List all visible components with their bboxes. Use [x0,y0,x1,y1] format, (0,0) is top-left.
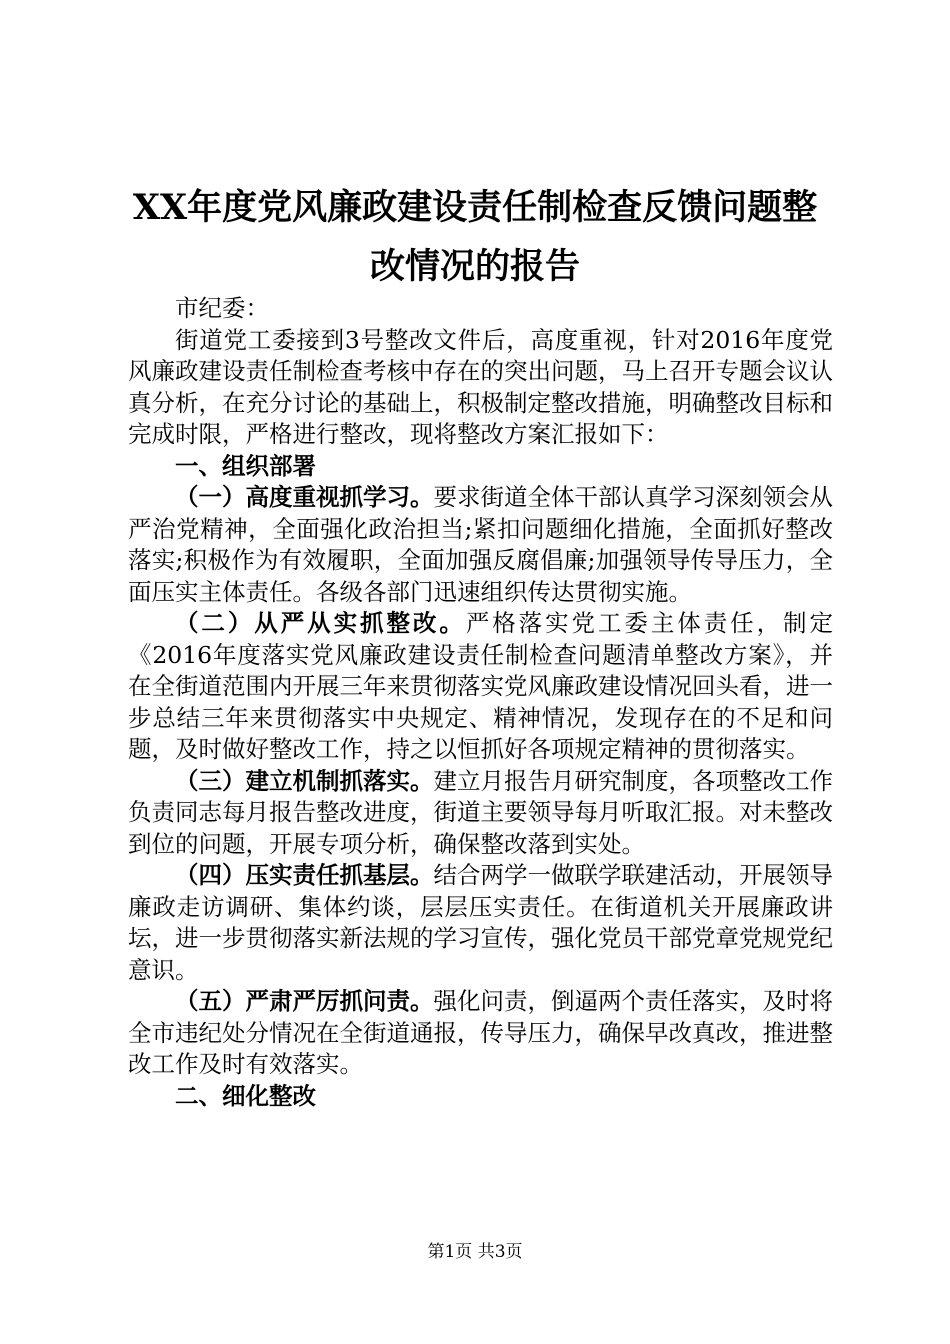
item-paragraph-5 [128,986,833,1081]
document-title-line-1: XX年度党风廉政建设责任制检查反馈问题整 [132,187,818,228]
item-lead-5: （五）严肃严厉抓问责。 [175,987,434,1015]
item-lead-2: （二）从严从实抓整改。 [175,609,466,637]
item-paragraph-2 [128,608,833,766]
item-text-3: 建立月报告月研究制度，各项整改工作负责同志每月报告整改进度，街道主要领导每月听取汇报。对未整改到位的问题，开展专项分析，确保整改落到实处。 [128,766,833,858]
item-text-5: 强化问责，倒逼两个责任落实，及时将全市违纪处分情况在全街道通报，传导压力，确保早改真改，推进整改工作及时有效落实。 [128,987,833,1078]
item-text-1: 要求街道全体干部认真学习深刻领会从严治党精神，全面强化政治担当;紧扣问题细化措施，全面抓好整改落实;积极作为有效履职，全面加强反腐倡廉;加强领导传导压力，全面压实主体责任。各级各部门迅速组织传达贯彻实施。 [128,483,833,606]
document-title-line-2: 改情况的报告 [369,246,580,287]
item-text-2: 严格落实党工委主体责任，制定《2016年度落实党风廉政建设责任制检查问题清单整改方案》，并在全街道范围内开展三年来贯彻落实党风廉政建设情况回头看，进一步总结三年来贯彻落实中央规定、精神情况，发现存在的不足和问题，及时做好整改工作，持之以恒抓好各项规定精神的贯彻落实。 [128,609,833,763]
item-paragraph-3 [128,766,833,861]
intro-paragraph: 街道党工委接到3号整改文件后，高度重视，针对2016年度党风廉政建设责任制检查考核中存在的突出问题，马上召开专题会议认真分析，在充分讨论的基础上，积极制定整改措施，明确整改目标和完成时限，严格进行整改，现将整改方案汇报如下： [128,325,833,448]
section-heading-1: 一、组织部署 [175,451,316,480]
item-paragraph-4 [128,860,833,986]
item-lead-4: （四）压实责任抓基层。 [175,861,434,889]
section-heading-2: 二、细化整改 [175,1081,316,1110]
item-text-4: 结合两学一做联学联建活动，开展领导廉政走访调研、集体约谈，层层压实责任。在街道机关开展廉政讲坛，进一步贯彻落实新法规的学习宣传，强化党员干部党章党规党纪意识。 [128,861,833,984]
item-lead-1: （一）高度重视抓学习。 [175,483,434,511]
page-footer: 第1页 共3页 [427,1242,523,1262]
document-body [128,293,833,1112]
item-paragraph-1 [128,482,833,608]
salutation: 市纪委： [175,294,269,322]
item-lead-3: （三）建立机制抓落实。 [175,766,434,795]
